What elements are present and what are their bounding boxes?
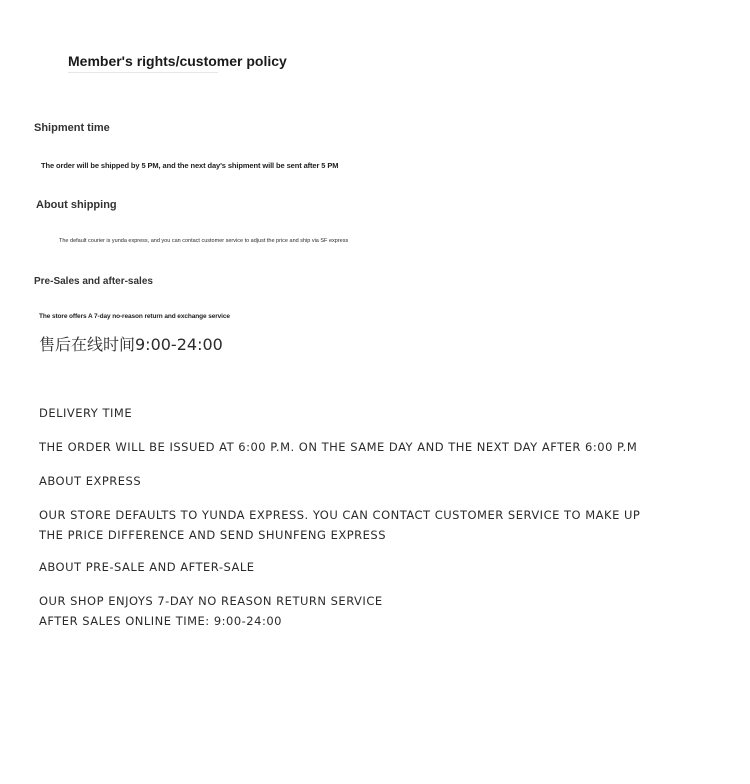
shipment-time-text: The order will be shipped by 5 PM, and the next day's shipment will be sent after 5 PM (41, 161, 339, 170)
delivery-time-heading: DELIVERY TIME (39, 406, 133, 420)
page-title: Member's rights/customer policy (68, 53, 287, 69)
online-time-text: 售后在线时间9:00-24:00 (39, 335, 223, 354)
delivery-time-text: THE ORDER WILL BE ISSUED AT 6:00 P.M. ON THE SAME DAY AND THE NEXT DAY AFTER 6:00 P.M (39, 440, 638, 454)
about-express-text-line2: THE PRICE DIFFERENCE AND SEND SHUNFENG EXPRESS (39, 528, 387, 542)
presales-heading: Pre-Sales and after-sales (34, 276, 153, 287)
about-express-heading: ABOUT EXPRESS (39, 474, 142, 488)
about-shipping-text: The default courier is yunda express, and you can contact customer service to adjust the price and ship via SF express (59, 238, 349, 244)
presales-text: The store offers A 7-day no-reason return and exchange service (39, 313, 230, 320)
about-shipping-heading: About shipping (36, 199, 117, 211)
about-presale-heading: ABOUT PRE-SALE AND AFTER-SALE (39, 560, 255, 574)
title-divider (68, 72, 218, 73)
shipment-time-heading: Shipment time (34, 122, 110, 134)
about-presale-text-line2: AFTER SALES ONLINE TIME: 9:00-24:00 (39, 614, 282, 628)
about-express-text-line1: OUR STORE DEFAULTS TO YUNDA EXPRESS. YOU CAN CONTACT CUSTOMER SERVICE TO MAKE UP (39, 508, 641, 522)
about-presale-text-line1: OUR SHOP ENJOYS 7-DAY NO REASON RETURN SERVICE (39, 594, 383, 608)
